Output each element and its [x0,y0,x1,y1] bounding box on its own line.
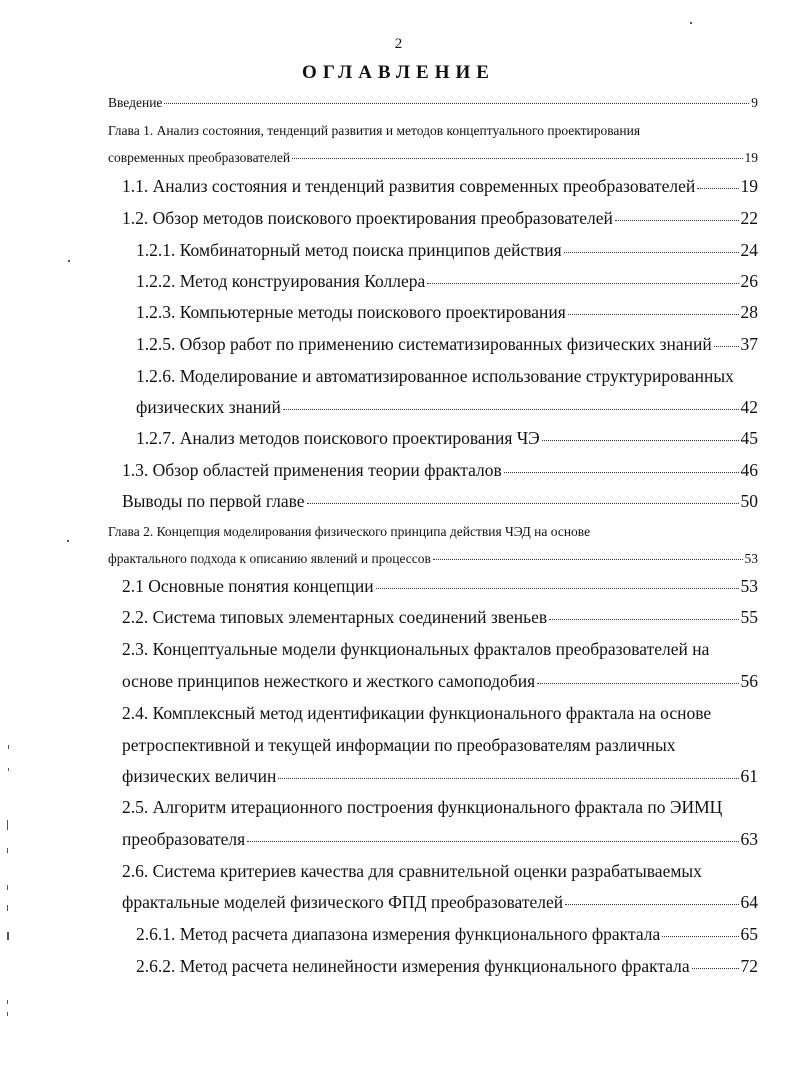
toc-label: фрактальные моделей физического ФПД преобразователей [122,892,564,912]
scan-speck [7,932,9,940]
scan-speck [67,540,69,542]
toc-entry-chapter-1[interactable] [108,150,758,166]
toc-page: 53 [744,551,758,566]
toc-label: физических величин [122,766,277,786]
toc-label: 2.2. Система типовых элементарных соединений звеньев [122,607,548,627]
page-title: ОГЛАВЛЕНИЕ [302,62,495,83]
scan-speck [8,768,9,771]
toc-entry-1-2-6-line1: 1.2.6. Моделирование и автоматизированное использование структурированных [136,366,734,386]
scan-speck [7,820,8,830]
toc-label: 1.2.2. Метод конструирования Коллера [136,271,426,291]
toc-label: 1.2.5. Обзор работ по применению систематизированных физических знаний [136,334,712,354]
toc-leader [292,157,742,159]
toc-leader [433,558,743,560]
toc-leader [164,102,749,104]
toc-leader [615,219,739,221]
toc-label: физических знаний [136,397,281,417]
toc-label: 2.6.2. Метод расчета нелинейности измерения функционального фрактала [136,956,690,976]
toc-leader [662,935,738,937]
toc-label: 1.2.7. Анализ методов поискового проектирования ЧЭ [136,428,540,448]
toc-leader [504,471,739,473]
toc-entry-1-2-5[interactable] [136,334,758,355]
toc-leader [697,187,738,189]
toc-entry-2-4[interactable] [122,766,758,787]
toc-page: 63 [740,829,758,849]
toc-entry-1-2-6[interactable] [136,397,758,418]
toc-leader [549,618,738,620]
toc-label: фрактального подхода к описанию явлений и процессов [108,551,431,566]
toc-leader [427,282,738,284]
toc-label: 1.3. Обзор областей применения теории фракталов [122,460,502,480]
toc-page: 9 [751,95,758,110]
toc-entry-1-3[interactable] [122,460,758,481]
toc-entry-1-2-7[interactable] [136,428,758,449]
toc-leader [307,502,739,504]
scan-speck [68,260,70,262]
toc-label: Введение [108,95,163,110]
toc-leader [564,251,739,253]
toc-entry-2-5[interactable] [122,829,758,850]
scan-speck [8,745,9,749]
scan-speck [7,905,8,911]
page-number: 2 [394,36,403,52]
toc-label: Выводы по первой главе [122,491,305,511]
toc-page: 45 [740,428,758,448]
toc-label: 2.6.1. Метод расчета диапазона измерения функционального фрактала [136,924,661,944]
toc-entry-intro[interactable] [108,95,758,111]
toc-label: 2.1 Основные понятия концепции [122,576,374,596]
toc-page: 55 [740,607,758,627]
toc-page: 19 [744,150,758,165]
toc-chapter-1-line1: Глава 1. Анализ состояния, тенденций развития и методов концептуального проектирования [108,123,641,138]
toc-entry-1-2[interactable] [122,208,758,229]
toc-entry-2-4-line2: ретроспективной и текущей информации по преобразователям различных [122,735,676,755]
toc-page: 53 [740,576,758,596]
toc-entry-2-6-2[interactable] [136,956,758,977]
toc-entry-1-1[interactable] [122,176,758,197]
scan-speck [7,848,8,853]
toc-label: 1.1. Анализ состояния и тенденций развития современных преобразователей [122,176,696,196]
toc-entry-1-2-1[interactable] [136,240,758,261]
toc-label: основе принципов нежесткого и жесткого самоподобия [122,671,536,691]
toc-page: 37 [740,334,758,354]
toc-entry-2-4-line1: 2.4. Комплексный метод идентификации функционального фрактала на основе [122,703,712,723]
toc-leader [565,903,738,905]
toc-leader [278,777,738,779]
toc-label: 1.2.1. Комбинаторный метод поиска принципов действия [136,240,562,260]
toc-page: 28 [740,302,758,322]
toc-leader [542,439,739,441]
toc-page: 26 [740,271,758,291]
toc-leader [568,313,739,315]
toc-entry-2-6-line1: 2.6. Система критериев качества для сравнительной оценки разрабатываемых [122,861,702,881]
toc-page: 19 [740,176,758,196]
toc-label: преобразователя [122,829,246,849]
toc-label: 1.2.3. Компьютерные методы поискового проектирования [136,302,566,322]
toc-entry-1-2-3[interactable] [136,302,758,323]
toc-label: 1.2. Обзор методов поискового проектирования преобразователей [122,208,613,228]
toc-leader [283,408,739,410]
toc-page: 61 [740,766,758,786]
toc-entry-chapter-2[interactable] [108,551,758,567]
toc-chapter-2-line1: Глава 2. Концепция моделирования физического принципа действия ЧЭД на основе [108,524,591,539]
toc-page: 56 [740,671,758,691]
scan-speck [7,1012,8,1016]
toc-page: 46 [740,460,758,480]
toc-entry-conclusions-1[interactable] [122,491,758,512]
toc-entry-2-3[interactable] [122,671,758,692]
toc-entry-2-3-line1: 2.3. Концептуальные модели функциональных фракталов преобразователей на [122,639,710,659]
toc-entry-2-1[interactable] [122,576,758,597]
toc-leader [376,587,739,589]
toc-page: 64 [740,892,758,912]
toc-leader [537,682,738,684]
toc-leader [692,967,739,969]
toc-entry-2-5-line1: 2.5. Алгоритм итерационного построения функционального фрактала по ЭИМЦ [122,797,723,817]
toc-label: современных преобразователей [108,150,291,165]
toc-page: 72 [740,956,758,976]
scan-speck [7,1000,8,1004]
toc-entry-2-6[interactable] [122,892,758,913]
toc-page: 42 [740,397,758,417]
toc-leader [247,840,738,842]
toc-page: 24 [740,240,758,260]
toc-leader [714,345,739,347]
toc-page: 50 [740,491,758,511]
scan-speck [7,885,8,890]
toc-entry-2-6-1[interactable] [136,924,758,945]
scan-speck [690,22,692,24]
toc-page: 22 [740,208,758,228]
toc-entry-2-2[interactable] [122,607,758,628]
toc-page: 65 [740,924,758,944]
toc-entry-1-2-2[interactable] [136,271,758,292]
